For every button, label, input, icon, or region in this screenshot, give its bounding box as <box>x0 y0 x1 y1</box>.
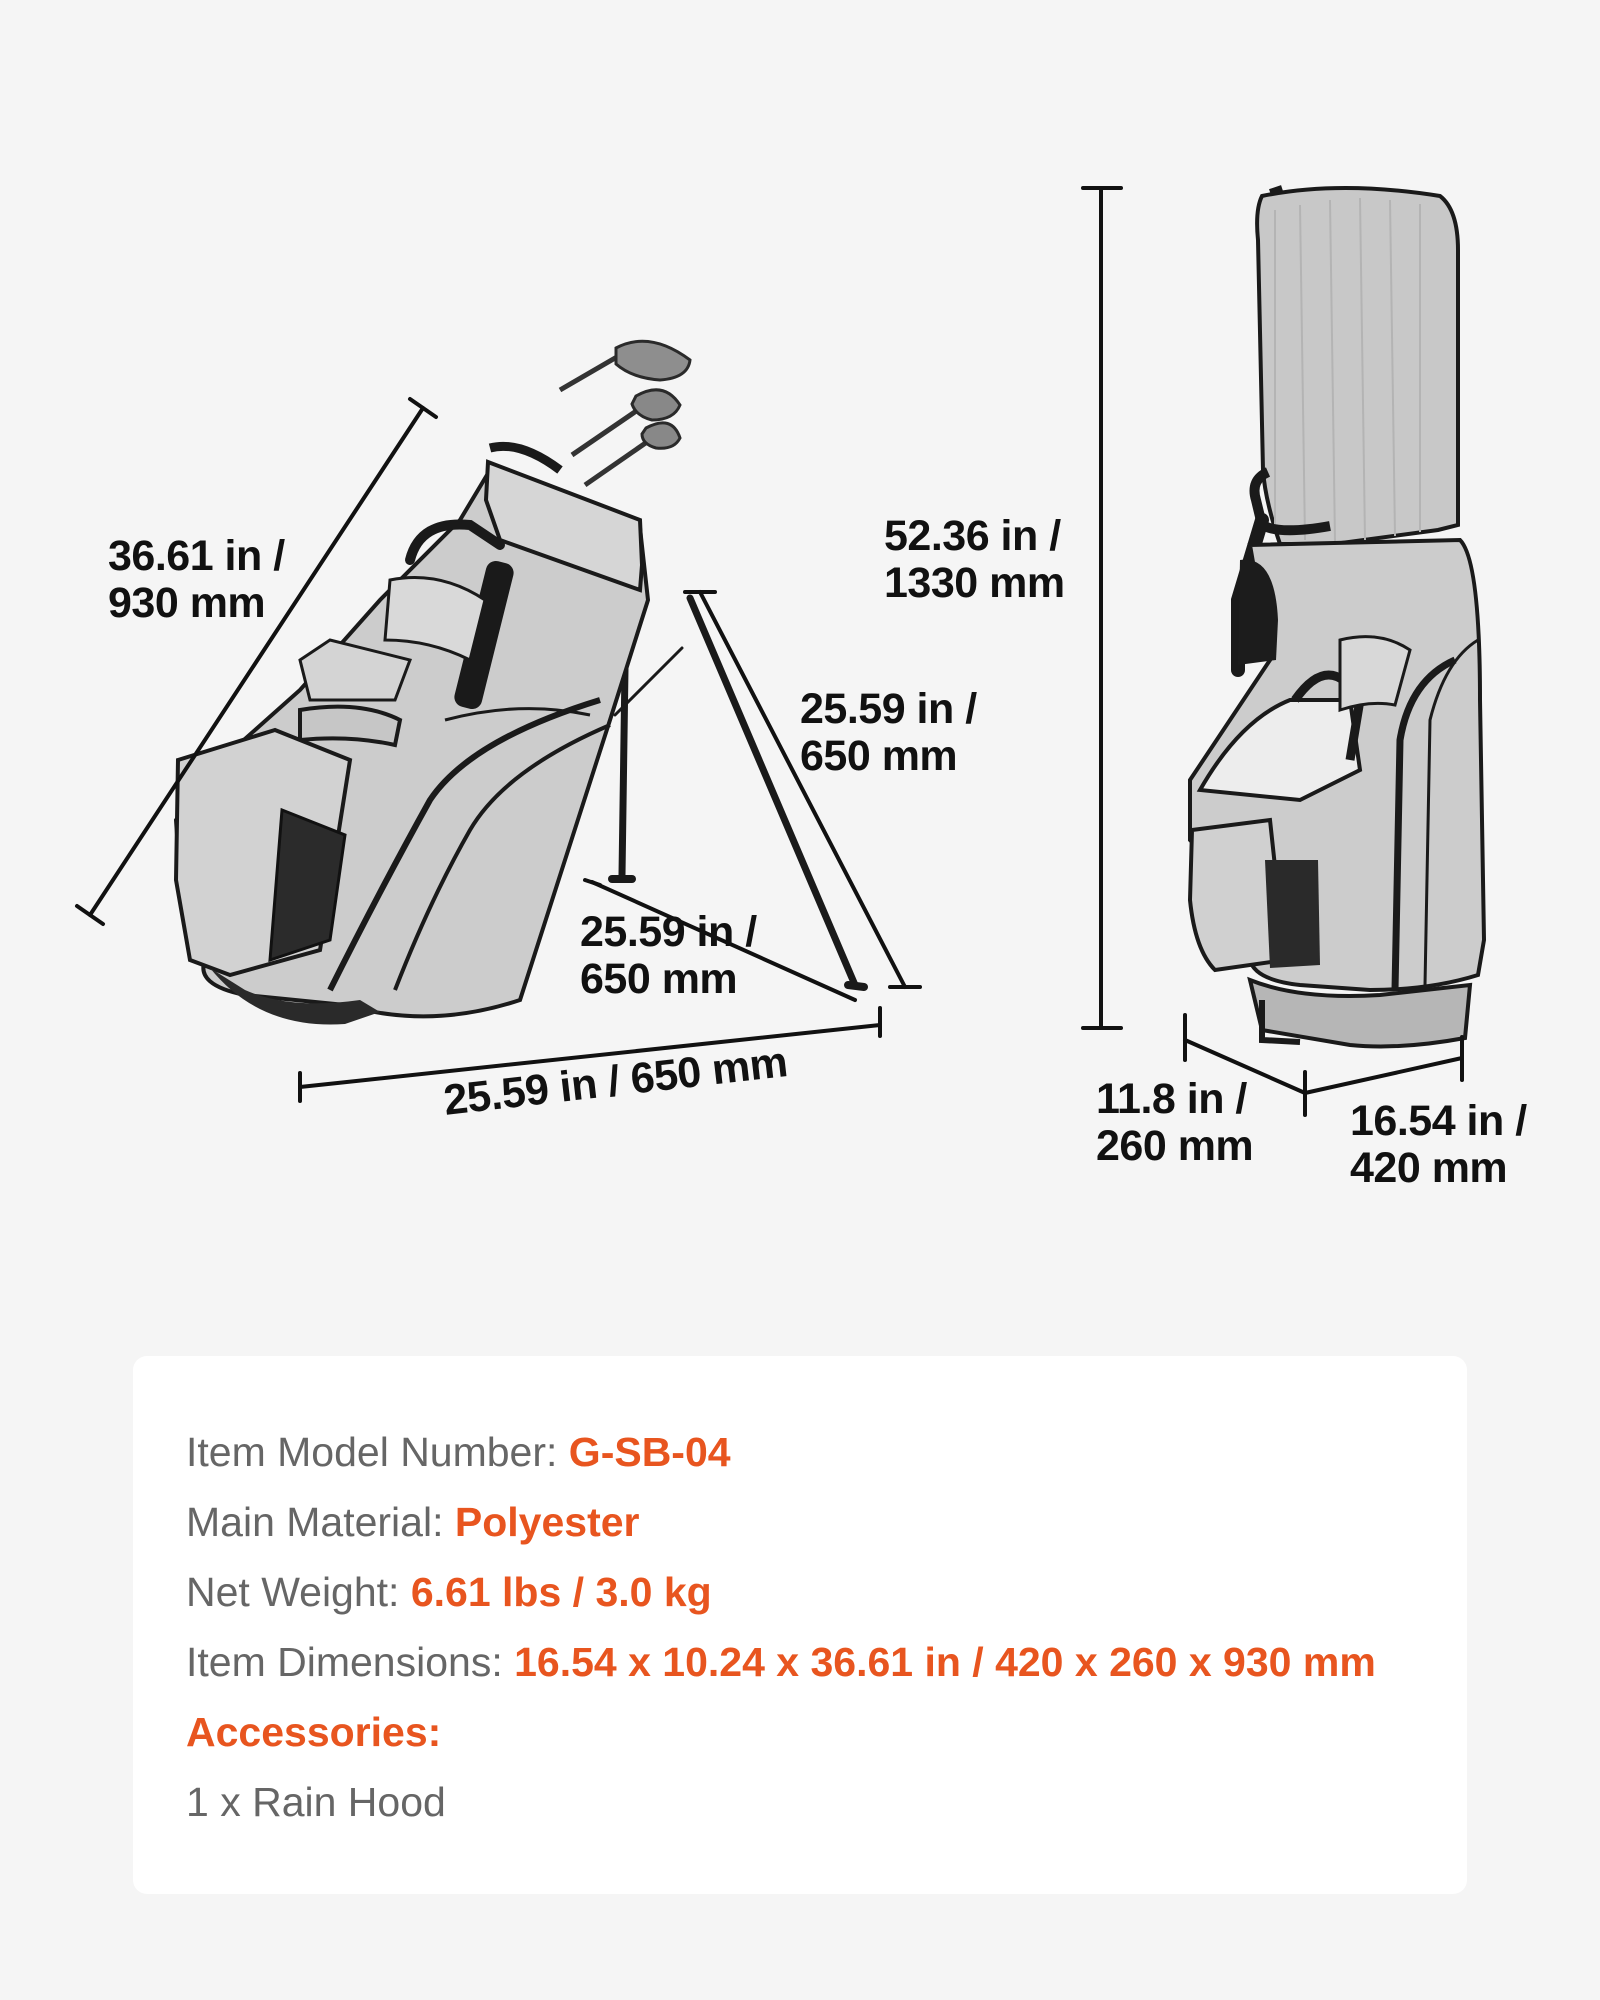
dim-line-bag-length <box>90 408 423 915</box>
dim-label-total-height <box>884 513 1065 607</box>
dim-text-line: 25.59 in / <box>580 908 757 956</box>
dim-text-line: 52.36 in / <box>884 512 1061 560</box>
dim-text-line: 650 mm <box>580 955 738 1003</box>
dim-label-depth <box>1096 1076 1253 1170</box>
dim-label-bag-length <box>108 533 285 627</box>
spec-material-label: Main Material: <box>186 1499 455 1545</box>
dim-text-line: 11.8 in / <box>1096 1075 1247 1123</box>
spec-dimensions-label: Item Dimensions: <box>186 1639 515 1685</box>
dim-text-line: 930 mm <box>108 579 266 627</box>
dim-text-line: 1330 mm <box>884 559 1065 607</box>
spec-weight-label: Net Weight: <box>186 1569 411 1615</box>
dim-text-line: 36.61 in / <box>108 532 285 580</box>
accessories-heading: Accessories: <box>186 1709 442 1755</box>
dim-text-line: 25.59 in / <box>800 685 977 733</box>
dim-text-line: 16.54 in / <box>1350 1097 1527 1145</box>
spec-card <box>133 1356 1467 1894</box>
spec-weight-value: 6.61 lbs / 3.0 kg <box>410 1569 712 1615</box>
dim-line-width <box>1305 1058 1462 1093</box>
dim-text-line: 420 mm <box>1350 1144 1508 1192</box>
spec-model-label: Item Model Number: <box>186 1429 569 1475</box>
dim-label-leg-length <box>800 686 977 780</box>
dim-text-line: 25.59 in / 650 mm <box>441 1038 790 1125</box>
spec-dimensions-value: 16.54 x 10.24 x 36.61 in / 420 x 260 x 930 mm <box>514 1639 1376 1685</box>
spec-weight <box>186 1569 712 1615</box>
spec-model <box>186 1429 731 1475</box>
dim-text-line: 650 mm <box>800 732 958 780</box>
accessory-item: 1 x Rain Hood <box>186 1779 446 1825</box>
dim-label-width <box>1350 1098 1527 1192</box>
dim-label-leg-spread <box>580 909 757 1003</box>
spec-dimensions <box>186 1639 1376 1685</box>
spec-material <box>186 1499 639 1545</box>
spec-material-value: Polyester <box>454 1499 640 1545</box>
spec-model-value: G-SB-04 <box>568 1429 731 1475</box>
dim-text-line: 260 mm <box>1096 1122 1254 1170</box>
